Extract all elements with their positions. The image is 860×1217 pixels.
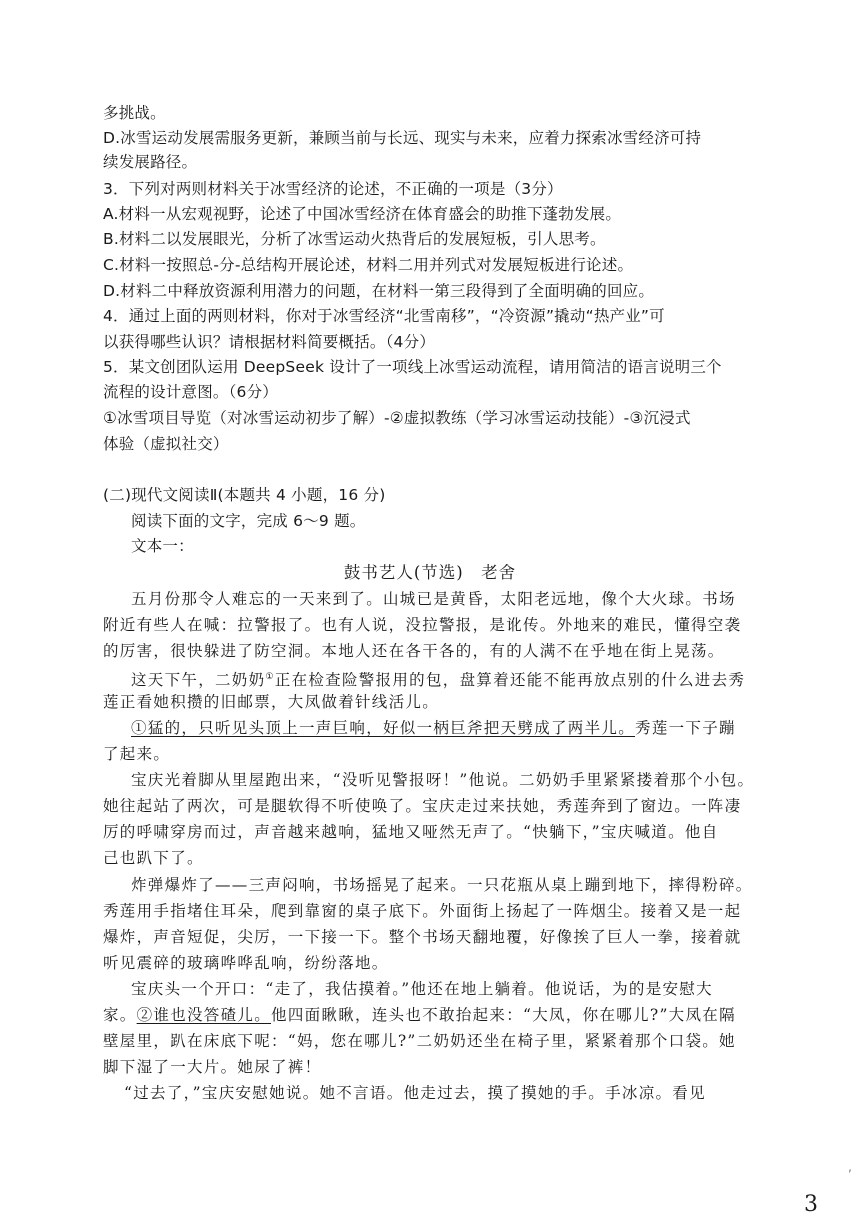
option-d: D.冰雪运动发展需服务更新，兼顾当前与长远、现实与未来，应着力探索冰雪经济可持 xyxy=(103,129,702,147)
text-run: 这天下午，二奶奶 xyxy=(131,671,266,690)
paragraph-line: 壁屋里，趴在床底下呢：“妈，您在哪儿?”二奶奶还坐在椅子里，紧紧着那个口袋。她 xyxy=(103,1032,736,1050)
paragraph-line: 炸弹爆炸了——三声闷响，书场摇晃了起来。一只花瓶从桌上蹦到地下，摔得粉碎。 xyxy=(131,876,753,894)
paragraph-line: 的厉害，很快躲进了防空洞。本地人还在各干各的，有的人满不在乎地在街上晃荡。 xyxy=(103,642,725,660)
instruction: 阅读下面的文字，完成 6～9 题。 xyxy=(131,512,366,530)
flow-description: ①冰雪项目导览（对冰雪运动初步了解）-②虚拟教练（学习冰雪运动技能）-③沉浸式 xyxy=(103,409,691,427)
paragraph-line: 厉的呼啸穿房而过，声音越来越响，猛地又哑然无声了。“快躺下，”宝庆喊道。他自 xyxy=(103,823,719,841)
paragraph-line: 附近有些人在喊：拉警报了。也有人说，没拉警报，是讹传。外地来的难民，懂得空袭 xyxy=(103,616,742,634)
footnote-marker: ① xyxy=(265,672,275,682)
paragraph-line: 秀莲用手指堵住耳朵，爬到靠窗的桌子底下。外面街上扬起了一阵烟尘。接着又是一起 xyxy=(103,902,742,920)
option-b: B.材料二以发展眼光，分析了冰雪运动火热背后的发展短板，引人思考。 xyxy=(103,230,606,248)
paragraph-line xyxy=(131,666,801,691)
underlined-sentence-1: ①猛的，只听见头顶上一声巨响，好似一柄巨斧把天劈成了两半儿。 xyxy=(131,719,636,737)
page-number: 3 xyxy=(804,1192,818,1217)
paragraph-line: 听见震碎的玻璃哗哗乱响，纷纷落地。 xyxy=(103,954,389,972)
text-line: 多挑战。 xyxy=(103,104,166,122)
paragraph-line: 爆炸，声音短促，尖厉，一下接一下。整个书场天翻地覆，好像挨了巨人一拳，接着就 xyxy=(103,928,742,946)
paragraph-line xyxy=(131,717,801,739)
paragraph-line: 五月份那令人难忘的一天来到了。山城已是黄昏，太阳老远地，像个大火球。书场 xyxy=(131,590,736,608)
option-a: A.材料一从宏观视野，论述了中国冰雪经济在体育盛会的助推下蓬勃发展。 xyxy=(103,205,622,223)
question-3: 3．下列对两则材料关于冰雪经济的论述，不正确的一项是（3分） xyxy=(103,180,563,198)
scan-speck: ‚ xyxy=(848,1160,852,1174)
paragraph-line: 宝庆头一个开口：“走了，我估摸着。”他还在地上躺着。他说话，为的是安慰大 xyxy=(131,980,713,998)
text-run: 家。 xyxy=(103,1006,137,1024)
text-line: 以获得哪些认识？请根据材料简要概括。（4分） xyxy=(103,333,436,351)
paragraph-line: 她往起站了两次，可是腿软得不听使唤了。宝庆走过来扶她，秀莲奔到了窗边。一阵凄 xyxy=(103,797,742,815)
text-run: 他四面瞅瞅，连头也不敢抬起来：“大凤，你在哪儿?”大凤在隔 xyxy=(271,1006,736,1024)
paragraph-line: 己也趴下了。 xyxy=(103,849,204,867)
text-run: 秀莲一下子蹦 xyxy=(635,719,736,737)
paragraph-line xyxy=(103,1004,773,1026)
paragraph-line: “过去了，”宝庆安慰她说。她不言语。他走过去，摸了摸她的手。手冰凉。看见 xyxy=(124,1084,706,1102)
paragraph-line: 了起来。 xyxy=(103,745,171,763)
passage-title: 鼓书艺人(节选) 老舍 xyxy=(343,563,517,582)
text-line: 体验（虚拟社交） xyxy=(103,435,229,453)
paragraph-line: 脚下湿了一大片。她尿了裤！ xyxy=(103,1058,322,1076)
text-line: 续发展路径。 xyxy=(103,153,198,171)
text-line: 流程的设计意图。（6分） xyxy=(103,383,279,401)
question-5: 5．某文创团队运用 DeepSeek 设计了一项线上冰雪运动流程，请用简洁的语言说明三个 xyxy=(103,358,722,376)
option-c: C.材料一按照总-分-总结构开展论述，材料二用并列式对发展短板进行论述。 xyxy=(103,256,634,274)
paragraph-line: 宝庆光着脚从里屋跑出来，“没听见警报呀！”他说。二奶奶手里紧紧搂着那个小包。 xyxy=(131,771,755,789)
section-heading: (二)现代文阅读Ⅱ(本题共 4 小题，16 分) xyxy=(103,486,386,504)
underlined-sentence-2: ②谁也没答碴儿。 xyxy=(136,1006,272,1024)
option-d: D.材料二中释放资源利用潜力的问题，在材料一第三段得到了全面明确的回应。 xyxy=(103,282,655,300)
paragraph-line: 莲正看她积攒的旧邮票，大凤做着针线活儿。 xyxy=(103,693,440,711)
text-run: 正在检查险警报用的包，盘算着还能不能再放点别的什么进去秀 xyxy=(274,671,746,690)
text-label: 文本一： xyxy=(131,537,194,555)
question-4: 4．通过上面的两则材料，你对于冰雪经济“北雪南移”，“冷资源”撬动“热产业”可 xyxy=(103,307,665,325)
